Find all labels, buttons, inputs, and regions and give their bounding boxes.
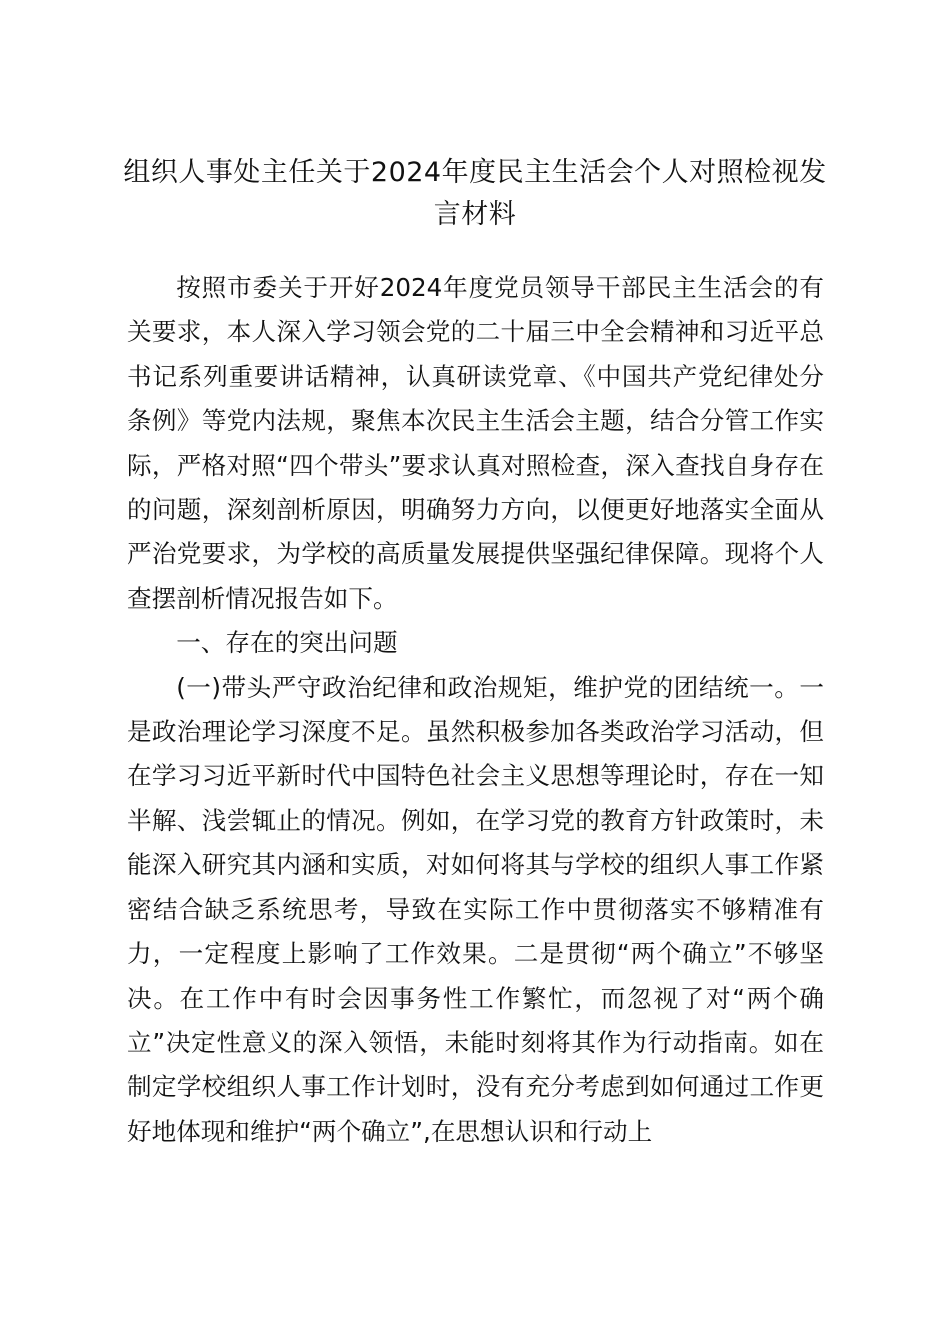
document-title: 组织人事处主任关于2024年度民主生活会个人对照检视发言材料 — [123, 157, 827, 230]
section-heading: 一、存在的突出问题 — [176, 628, 398, 658]
body-paragraph: (一)带头严守政治纪律和政治规矩，维护党的团结统一。一是政治理论学习深度不足。虽然积极参加各类政治学习活动，但在学习习近平新时代中国特色社会主义思想等理论时，存在一知半解、浅尝辄止的情况。例如，在学习党的教育方针政策时，未能深入研究其内涵和实质，对如何将其与学校的组织人事工作紧密结合缺乏系统思考，导致在实际工作中贯彻落实不够精准有力，一定程度上影响了工作效果。二是贯彻“两个确立”不够坚决。在工作中有时会因事务性工作繁忙，而忽视了对“两个确立”决定性意义的深入领悟，未能时刻将其作为行动指南。如在制定学校组织人事工作计划时，没有充分考虑到如何通过工作更好地体现和维护“两个确立”,在思想认识和行动上 — [127, 672, 824, 1146]
document-body — [127, 266, 824, 1154]
intro-paragraph: 按照市委关于开好2024年度党员领导干部民主生活会的有关要求，本人深入学习领会党的二十届三中全会精神和习近平总书记系列重要讲话精神，认真研读党章、《中国共产党纪律处分条例》等党内法规，聚焦本次民主生活会主题，结合分管工作实际，严格对照“四个带头”要求认真对照检查，深入查找自身存在的问题，深刻剖析原因，明确努力方向，以便更好地落实全面从严治党要求，为学校的高质量发展提供坚强纪律保障。现将个人查摆剖析情况报告如下。 — [127, 273, 824, 613]
